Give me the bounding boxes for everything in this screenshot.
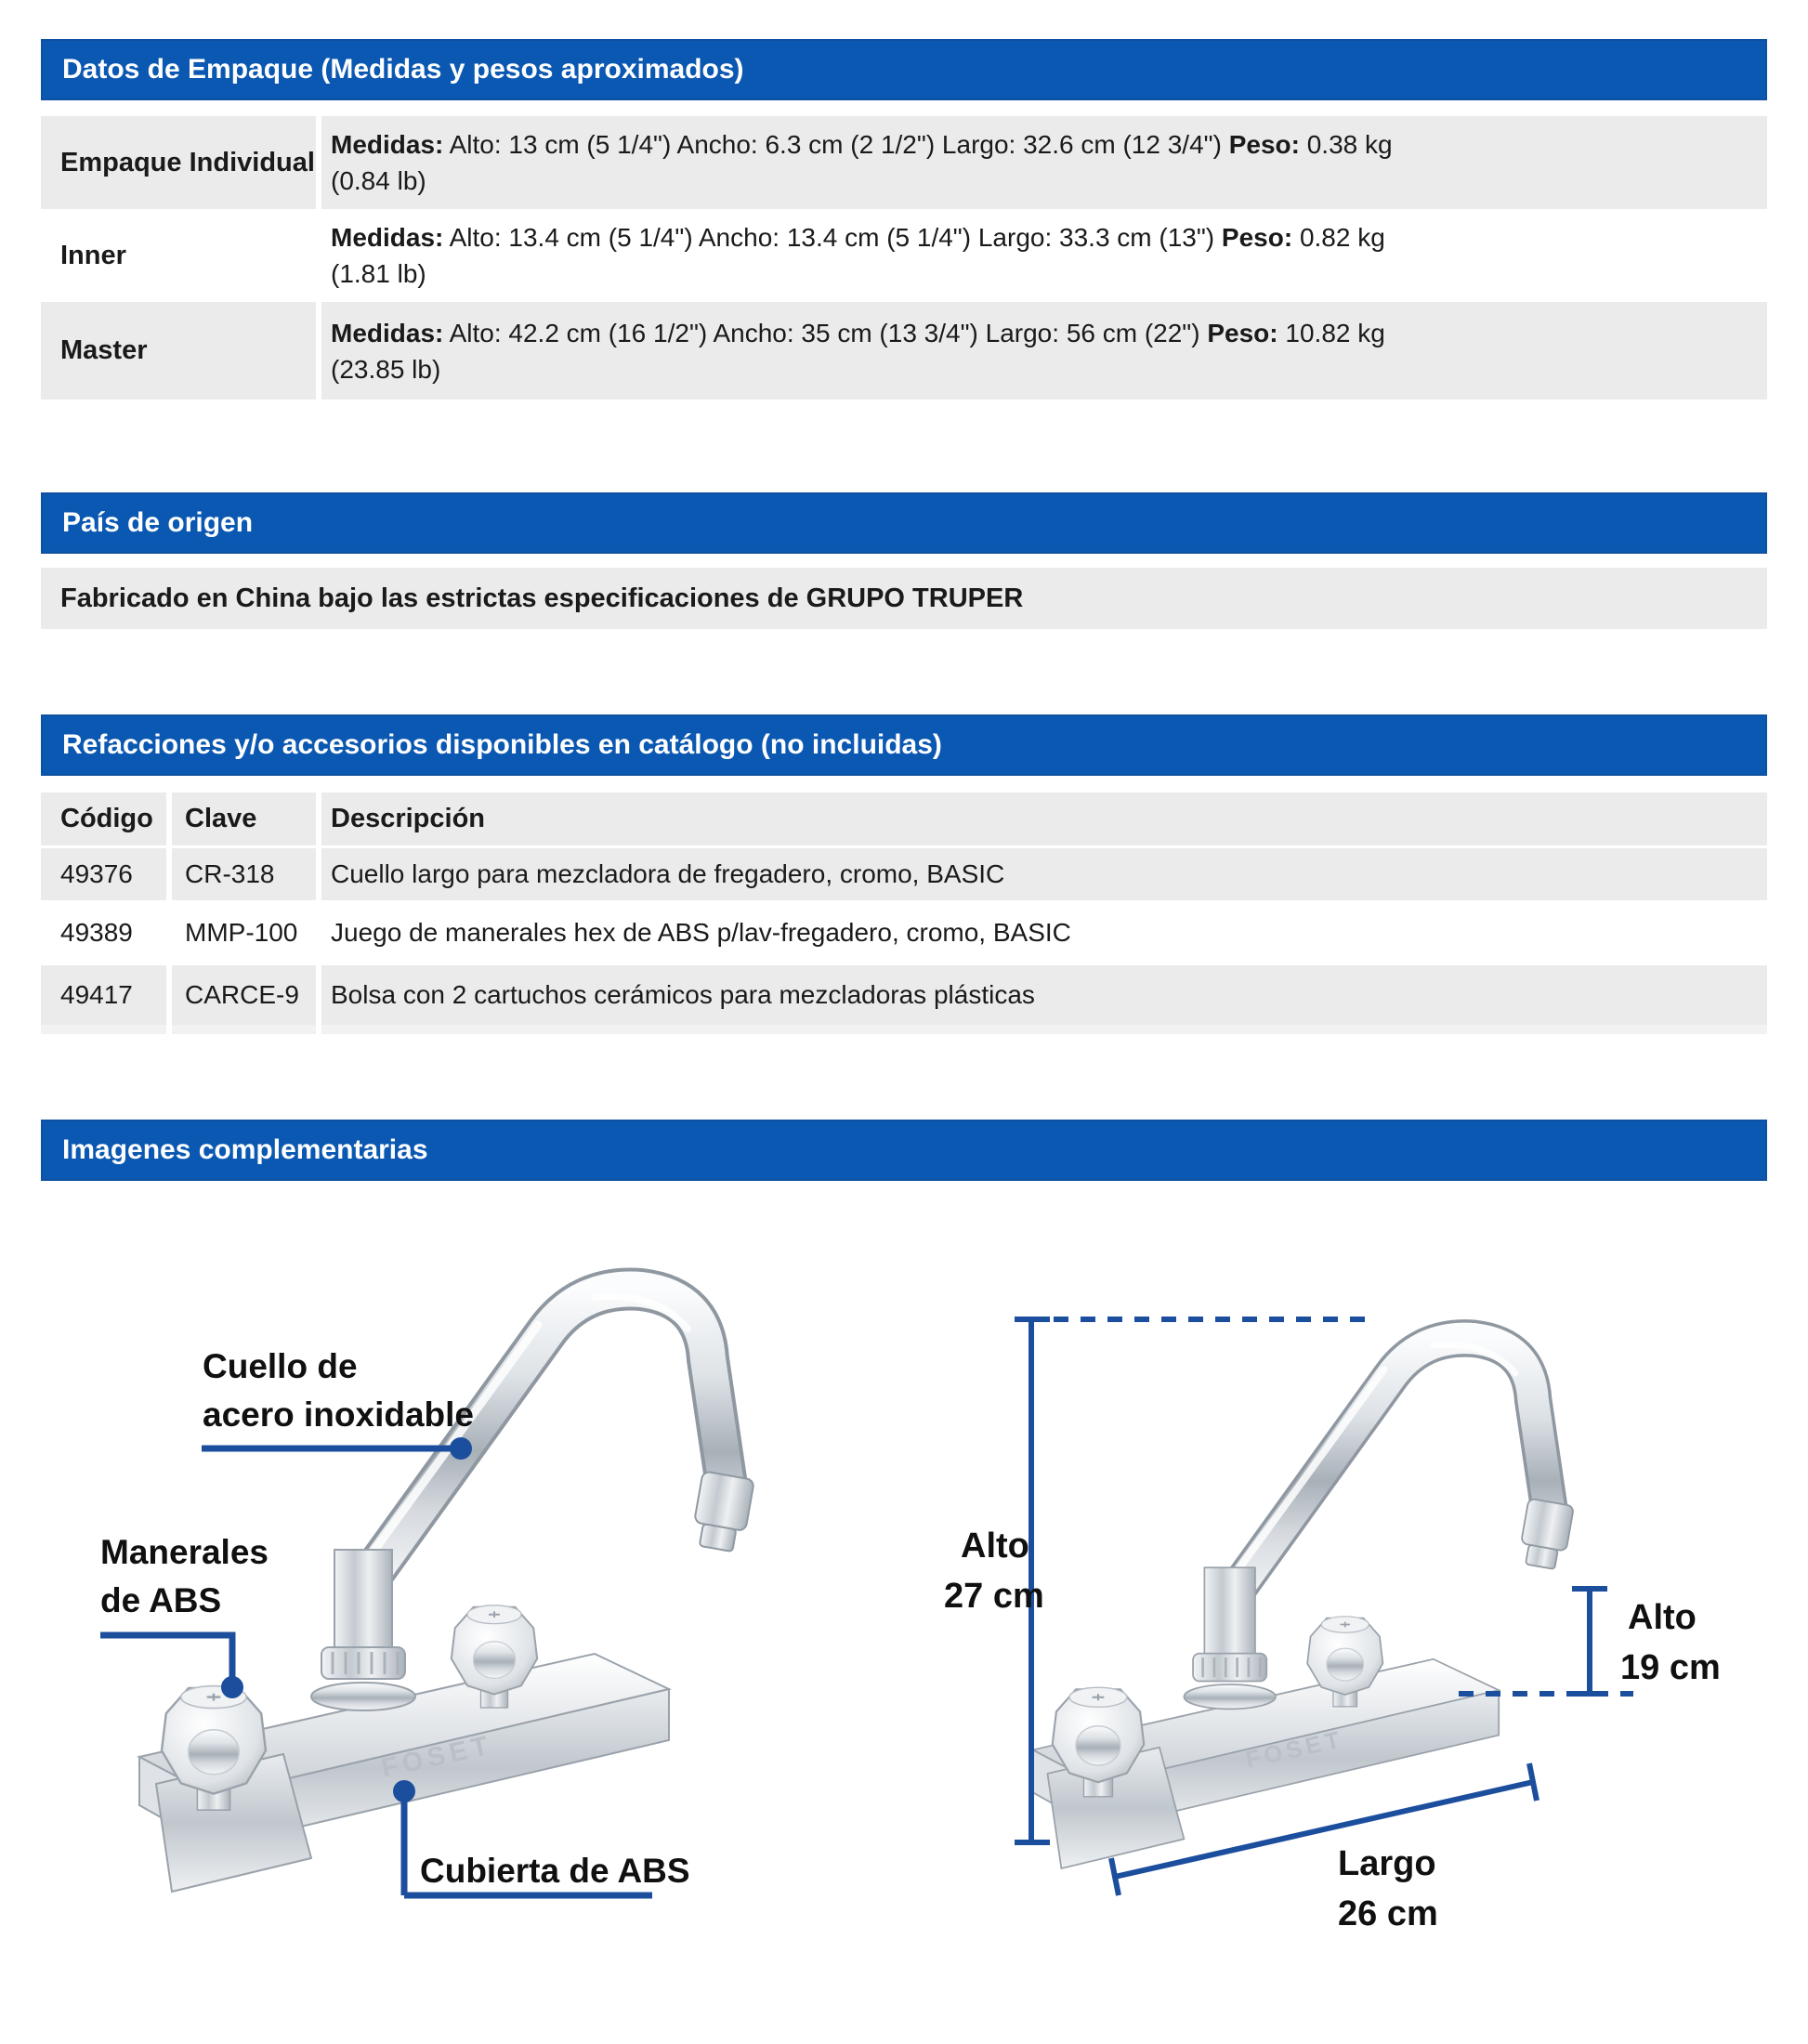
annotation-cubierta-label: Cubierta de ABS	[420, 1852, 690, 1890]
table-row	[41, 116, 1767, 209]
peso-label: Peso:	[1228, 130, 1300, 159]
annotation-manerales-dot	[221, 1676, 243, 1698]
annotation-cuello	[202, 1347, 474, 1460]
table-row	[41, 209, 1767, 302]
column-header-codigo: Código	[41, 793, 166, 845]
empaque-row-value	[321, 116, 1767, 209]
table-bottom-strip	[41, 1025, 1767, 1034]
dimension-alto-27-value: 27 cm	[944, 1577, 1044, 1616]
column-header-clave: Clave	[172, 793, 316, 845]
medidas-label: Medidas:	[331, 318, 444, 347]
table-row	[41, 848, 1767, 900]
dimension-alto-19	[1459, 1589, 1721, 1694]
section-title-origen: País de origen	[62, 507, 254, 538]
section-title-refacciones: Refacciones y/o accesorios disponibles en catálogo (no incluidas)	[62, 729, 942, 760]
dimension-largo-label: Largo	[1338, 1844, 1436, 1883]
peso-label: Peso:	[1221, 223, 1293, 252]
table-row	[41, 900, 1767, 965]
peso-lb-value: (23.85 lb)	[331, 354, 441, 384]
dimension-alto-27-label: Alto	[961, 1526, 1029, 1566]
descripcion-cell: Bolsa con 2 cartuchos cerámicos para mezcladoras plásticas	[321, 965, 1767, 1025]
section-header-empaque	[41, 39, 1767, 100]
dimension-alto-19-value: 19 cm	[1620, 1648, 1721, 1687]
annotation-manerales-line1: Manerales	[100, 1533, 269, 1571]
peso-value: 10.82 kg	[1285, 318, 1385, 347]
table-row	[41, 965, 1767, 1025]
empaque-row-label: Inner	[41, 209, 316, 302]
medidas-value: Alto: 42.2 cm (16 1/2") Ancho: 35 cm (13 3/4") Largo: 56 cm (22")	[449, 318, 1200, 347]
empaque-row-value	[321, 302, 1767, 400]
empaque-row-label: Master	[41, 302, 316, 400]
table-row	[41, 302, 1767, 400]
annotation-cuello-dot	[450, 1437, 472, 1460]
annotation-manerales-line	[100, 1635, 232, 1682]
medidas-value: Alto: 13.4 cm (5 1/4") Ancho: 13.4 cm (5 1/4") Largo: 33.3 cm (13")	[449, 223, 1215, 252]
complementary-images	[74, 1234, 1802, 1977]
annotation-manerales	[100, 1533, 269, 1698]
dimension-largo-value: 26 cm	[1338, 1894, 1438, 1933]
codigo-cell: 49389	[41, 900, 166, 965]
empaque-row-label: Empaque Individual	[41, 116, 316, 209]
codigo-cell: 49376	[41, 848, 166, 900]
peso-lb-value: (0.84 lb)	[331, 166, 426, 195]
faucet-image-dimensions	[938, 1234, 1802, 1977]
origen-text-row	[41, 568, 1767, 629]
peso-label: Peso:	[1207, 318, 1278, 347]
clave-cell: MMP-100	[172, 900, 316, 965]
section-header-origen	[41, 492, 1767, 554]
peso-lb-value: (1.81 lb)	[331, 259, 426, 288]
descripcion-cell: Cuello largo para mezcladora de fregadero, cromo, BASIC	[321, 848, 1767, 900]
peso-value: 0.82 kg	[1299, 223, 1385, 252]
medidas-value: Alto: 13 cm (5 1/4") Ancho: 6.3 cm (2 1/2") Largo: 32.6 cm (12 3/4")	[449, 130, 1222, 159]
descripcion-cell: Juego de manerales hex de ABS p/lav-fregadero, cromo, BASIC	[321, 900, 1767, 965]
peso-value: 0.38 kg	[1306, 130, 1393, 159]
origen-text: Fabricado en China bajo las estrictas especificaciones de GRUPO TRUPER	[60, 583, 1024, 613]
refacciones-header-row	[41, 793, 1767, 845]
codigo-cell: 49417	[41, 965, 166, 1025]
medidas-label: Medidas:	[331, 223, 444, 252]
clave-cell: CR-318	[172, 848, 316, 900]
annotation-cuello-line1: Cuello de	[203, 1347, 358, 1385]
section-title-empaque: Datos de Empaque (Medidas y pesos aproximados)	[62, 54, 744, 85]
column-header-descripcion: Descripción	[321, 793, 1767, 845]
faucet-image-annotated	[74, 1234, 938, 1977]
section-title-imagenes: Imagenes complementarias	[62, 1134, 428, 1165]
dimension-alto-19-label: Alto	[1628, 1598, 1697, 1637]
annotation-cubierta	[393, 1780, 690, 1895]
clave-cell: CARCE-9	[172, 965, 316, 1025]
empaque-table	[41, 116, 1767, 400]
annotation-manerales-line2: de ABS	[100, 1581, 222, 1619]
refacciones-table	[41, 793, 1767, 1034]
empaque-row-value	[321, 209, 1767, 302]
medidas-label: Medidas:	[331, 130, 444, 159]
section-header-refacciones	[41, 714, 1767, 776]
section-header-imagenes	[41, 1120, 1767, 1181]
annotation-cuello-line2: acero inoxidable	[203, 1395, 474, 1434]
dimension-alto-19-line	[1572, 1589, 1607, 1694]
